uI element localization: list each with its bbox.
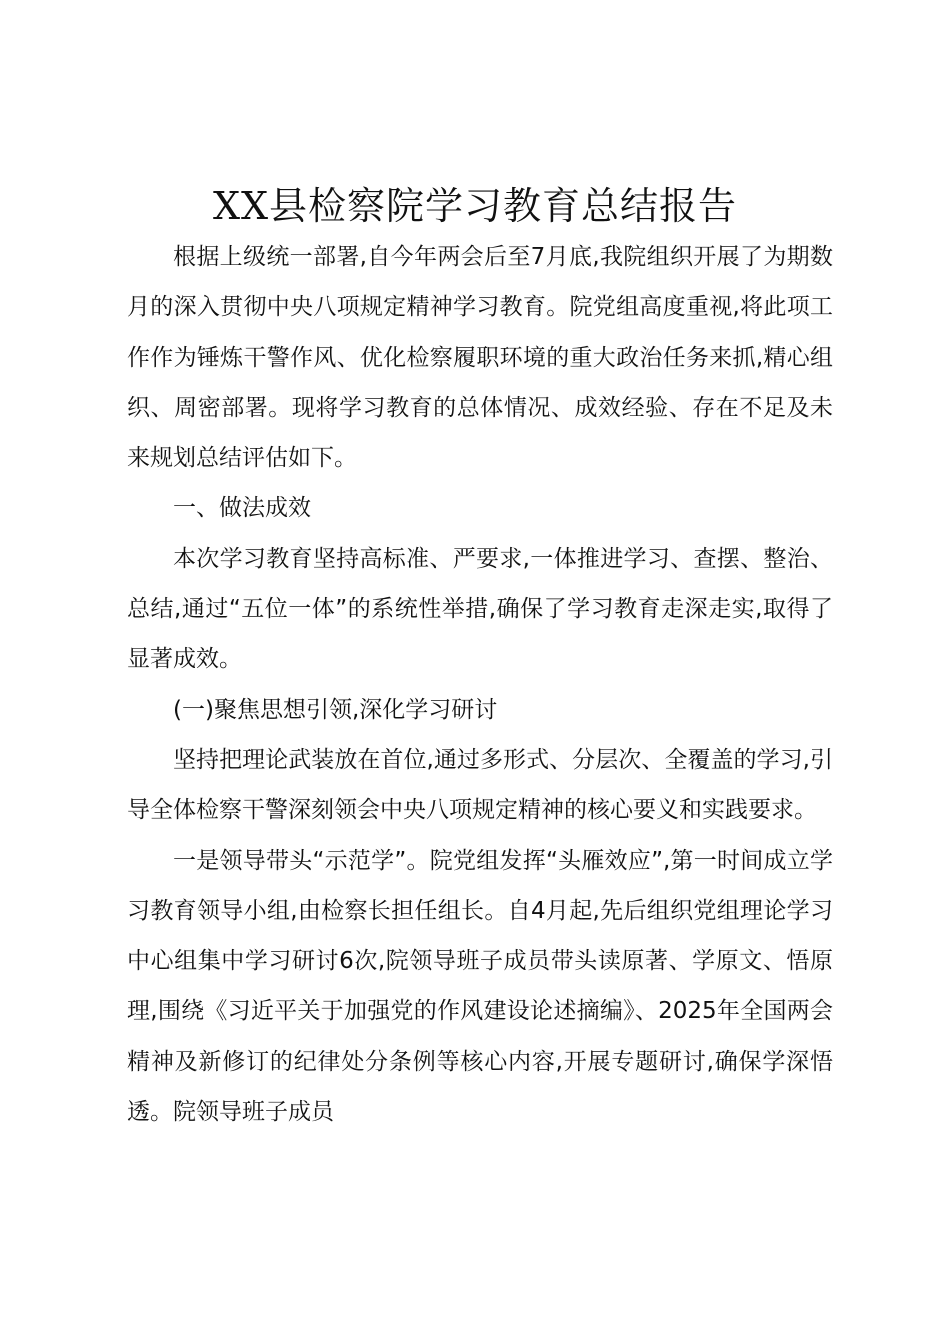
subsection-paragraph: 坚持把理论武装放在首位,通过多形式、分层次、全覆盖的学习,引导全体检察干警深刻领会中央八项规定精神的核心要义和实践要求。 bbox=[127, 746, 833, 824]
document-body bbox=[127, 232, 833, 1137]
leadership-paragraph: 一是领导带头“示范学”。院党组发挥“头雁效应”,第一时间成立学习教育领导小组,由检察长担任组长。自4月起,先后组织党组理论学习中心组集中学习研讨6次,院领导班子成员带头读原著、学原文、悟原理,围绕《习近平关于加强党的作风建设论述摘编》、2025年全国两会精神及新修订的纪律处分条例等核心内容,开展专题研讨,确保学深悟透。院领导班子成员 bbox=[127, 847, 833, 1126]
document-title: XX县检察院学习教育总结报告 bbox=[212, 184, 738, 228]
intro-paragraph: 根据上级统一部署,自今年两会后至7月底,我院组织开展了为期数月的深入贯彻中央八项规定精神学习教育。院党组高度重视,将此项工作作为锤炼干警作风、优化检察履职环境的重大政治任务来抓,精心组织、周密部署。现将学习教育的总体情况、成效经验、存在不足及未来规划总结评估如下。 bbox=[127, 244, 833, 472]
section-heading-methods: 一、做法成效 bbox=[173, 495, 311, 522]
section-intro-paragraph: 本次学习教育坚持高标准、严要求,一体推进学习、查摆、整治、总结,通过“五位一体”的系统性举措,确保了学习教育走深走实,取得了显著成效。 bbox=[127, 545, 833, 673]
subsection-heading-thought: (一)聚焦思想引领,深化学习研讨 bbox=[173, 696, 498, 723]
